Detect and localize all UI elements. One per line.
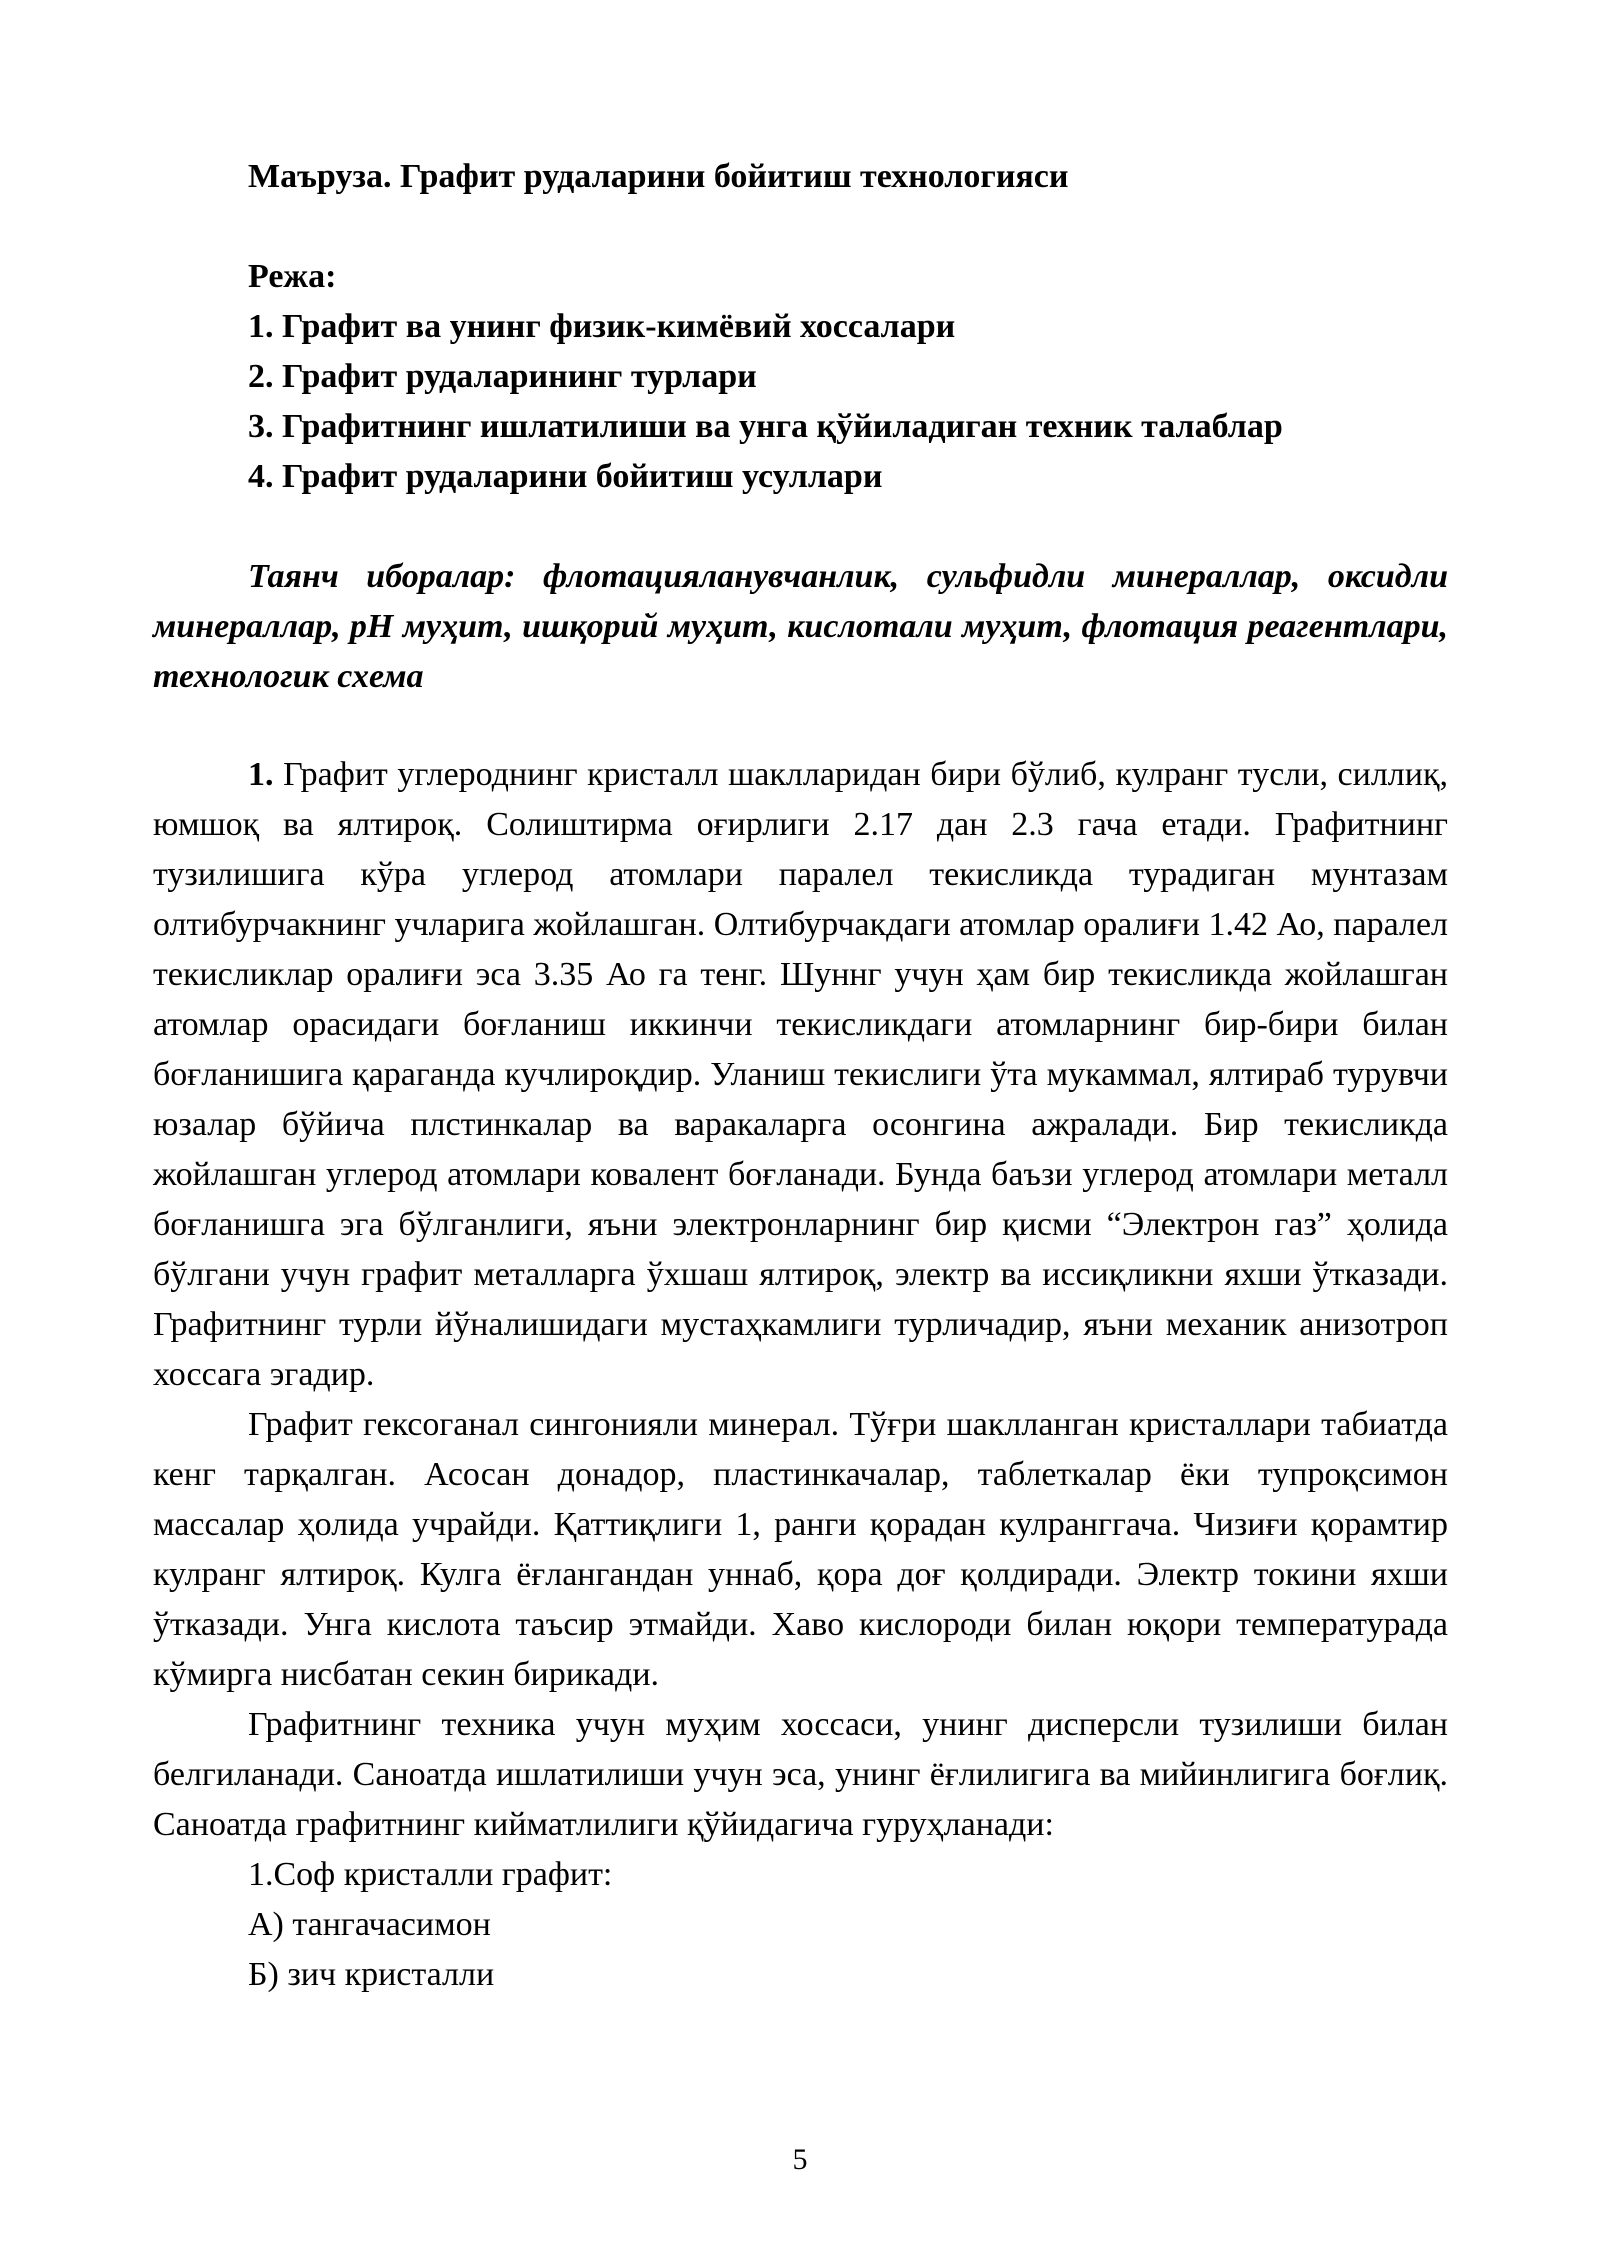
page-number: 5 [792, 2143, 808, 2176]
document-page [153, 0, 1448, 2262]
keywords-paragraph: Таянч иборалар: флотацияланувчанлик, сульфидли минераллар, оксидли минераллар, рН муҳит, ишқорий муҳит, кислотали муҳит, флотация реагентлари, технологик схема [153, 558, 1448, 695]
graphite-types-list [153, 1850, 1448, 2000]
list-item: Б) зич кристалли [248, 1956, 495, 1993]
paragraph-3: Графитнинг техника учун муҳим хоссаси, унинг дисперсли тузилиши билан белгиланади. Саноатда ишлатилиши учун эса, унинг ёғлилигига ва мийинлигига боғлиқ. Саноатда графитнинг кийматлилиги қўйидагича гуруҳланади: [153, 1706, 1448, 1843]
plan-item: 1. Графит ва унинг физик-кимёвий хоссалари [248, 308, 956, 345]
plan-item: 2. Графит рудаларининг турлари [248, 358, 757, 395]
plan-section [248, 252, 1283, 502]
paragraph-1 [153, 750, 1448, 1400]
plan-heading: Режа: [248, 258, 337, 295]
list-item: А) тангачасимон [248, 1906, 491, 1943]
plan-item: 3. Графитнинг ишлатилиши ва унга қўйиладиган техник талаблар [248, 408, 1283, 445]
section-number: 1. [248, 756, 274, 793]
list-item: 1.Соф кристалли графит: [248, 1856, 613, 1893]
lecture-title: Маъруза. Графит рудаларини бойитиш технологияси [248, 158, 1069, 195]
paragraph-1-text: Графит углероднинг кристалл шаклларидан бири бўлиб, кулранг тусли, силлиқ, юмшоқ ва ялтироқ. Солиштирма оғирлиги 2.17 дан 2.3 гача етади. Графитнинг тузилишига кўра углерод атомлари паралел текисликда турадиган мунтазам олтибурчакнинг учларига жойлашган. Олтибурчакдаги атомлар оралиғи 1.42 Ао, паралел текисликлар оралиғи эса 3.35 Ао га тенг. Шуннг учун ҳам бир текисликда жойлашган атомлар орасидаги боғланиш иккинчи текисликдаги атомларнинг бир-бири билан боғланишига қараганда кучлироқдир. Уланиш текислиги ўта мукаммал, ялтираб турувчи юзалар бўйича плстинкалар ва варакаларга осонгина ажралади. Бир текисликда жойлашган углерод атомлари ковалент боғланади. Бунда баъзи углерод атомлари металл боғланишга эга бўлганлиги, яъни электронларнинг бир қисми “Электрон газ” ҳолида бўлгани учун графит металларга ўхшаш ялтироқ, электр ва иссиқликни яхши ўтказади. Графитнинг турли йўналишидаги мустаҳкамлиги турличадир, яъни механик анизотроп хоссага эгадир. [153, 756, 1448, 1393]
plan-item: 4. Графит рудаларини бойитиш усуллари [248, 458, 883, 495]
body-text [153, 750, 1448, 2000]
paragraph-2: Графит гексоганал сингонияли минерал. Тўғри шаклланган кристаллари табиатда кенг тарқалган. Асосан донадор, пластинкачалар, таблеткалар ёки тупроқсимон массалар ҳолида учрайди. Қаттиқлиги 1, ранги қорадан кулранггача. Чизиғи қорамтир кулранг ялтироқ. Кулга ёғлангандан уннаб, қора доғ қолдиради. Электр токини яхши ўтказади. Унга кислота таъсир этмайди. Хаво кислороди билан юқори температурада кўмирга нисбатан секин бирикади. [153, 1406, 1448, 1693]
